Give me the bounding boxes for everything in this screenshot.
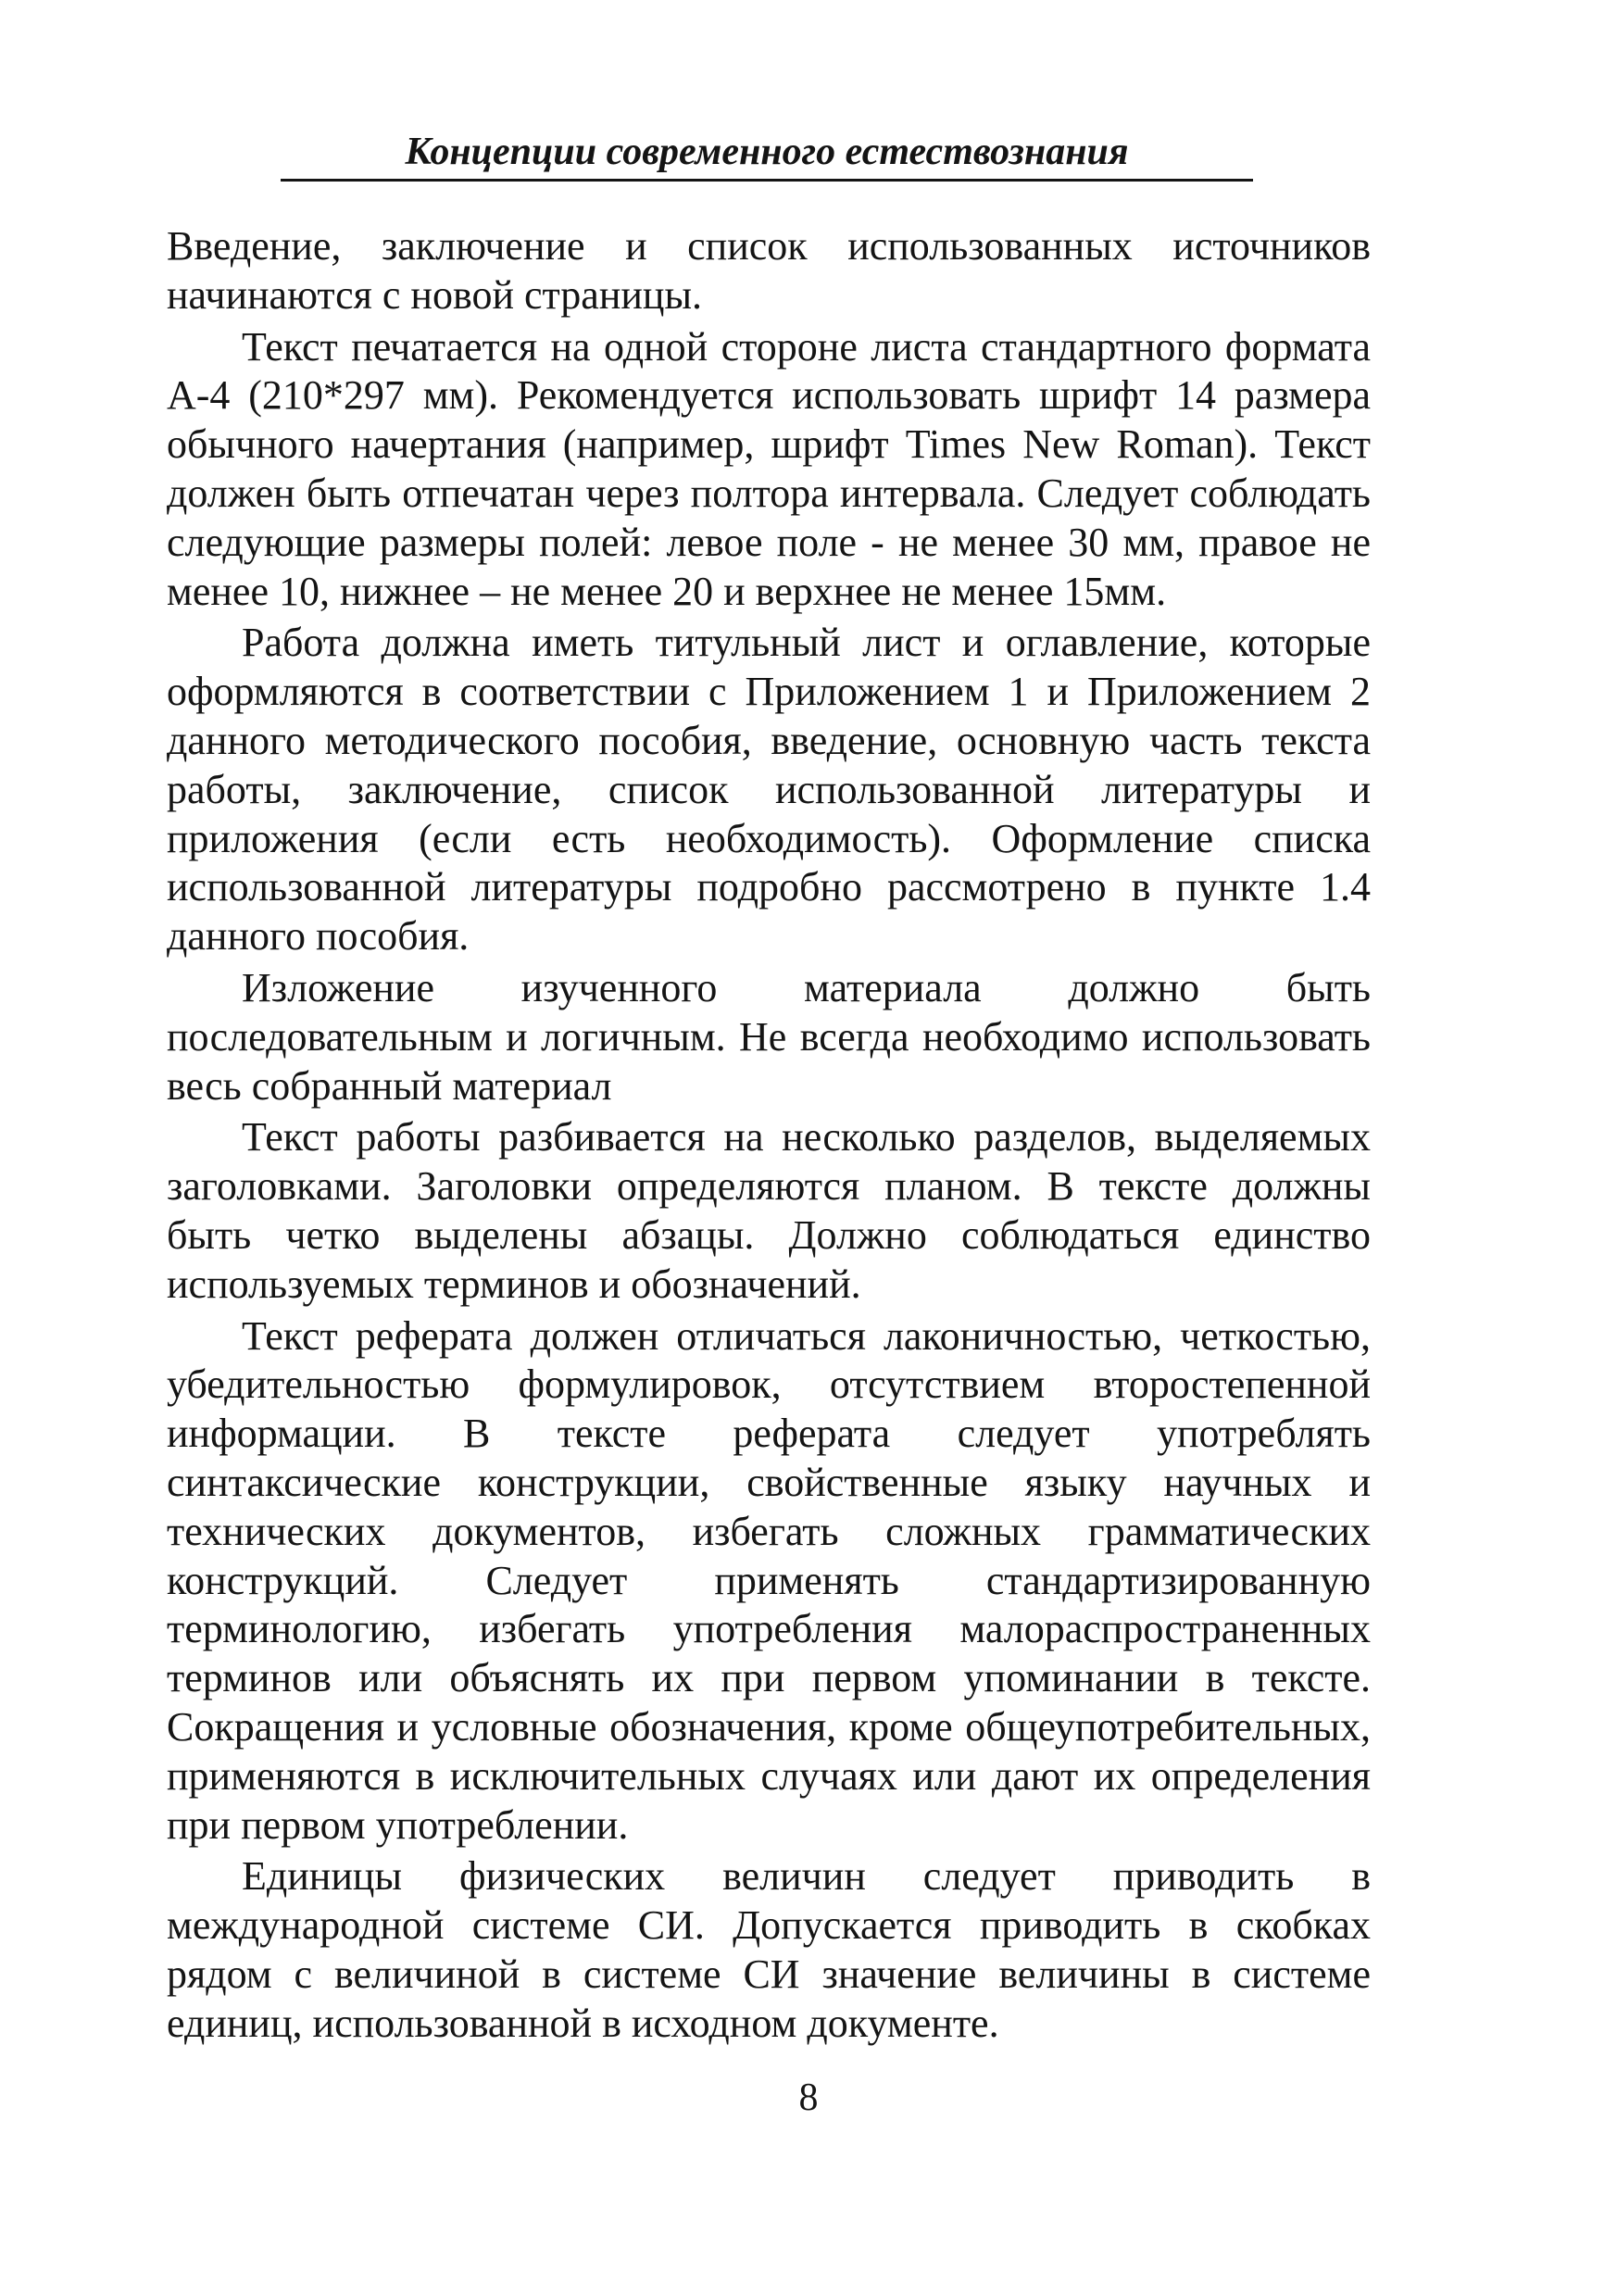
paragraph: Введение, заключение и список использованных источников начинаются с новой страницы. <box>167 223 1371 318</box>
running-header-title: Концепции современного естествознания <box>405 131 1129 173</box>
paragraph: Текст работы разбивается на несколько разделов, выделяемых заголовками. Заголовки определяются планом. В тексте должны быть четко выделены абзацы. Должно соблюдаться единство используемых терминов и обозначений. <box>167 1114 1371 1307</box>
paragraph: Текст печатается на одной стороне листа стандартного формата А-4 (210*297 мм). Рекомендуется использовать шрифт 14 размера обычного начертания (например, шрифт Times New Roman). Текст должен быть отпечатан через полтора интервала. Следует соблюдать следующие размеры полей: левое поле - не менее 30 мм, правое не менее 10, нижнее – не менее 20 и верхнее не менее 15мм. <box>167 323 1371 614</box>
paragraph: Текст реферата должен отличаться лаконичностью, четкостью, убедительностью формулировок, отсутствием второстепенной информации. В тексте реферата следует употреблять синтаксические конструкции, свойственные языку научных и технических документов, избегать сложных грамматических конструкций. Следует применять стандартизированную терминологию, избегать употребления малораспространенных терминов или объяснять их при первом упоминании в тексте. Сокращения и условные обозначения, кроме общеупотребительных, применяются в исключительных случаях или дают их определения при первом употреблении. <box>167 1312 1371 1848</box>
paragraph: Единицы физических величин следует приводить в международной системе СИ. Допускается приводить в скобках рядом с величиной в системе СИ значение величины в системе единиц, использованной в исходном документе. <box>167 1853 1371 2046</box>
paragraph: Изложение изученного материала должно быть последовательным и логичным. Не всегда необходимо использовать весь собранный материал <box>167 964 1371 1109</box>
body-text <box>167 222 1371 2051</box>
paragraph: Работа должна иметь титульный лист и оглавление, которые оформляются в соответствии с Приложением 1 и Приложением 2 данного методического пособия, введение, основную часть текста работы, заключение, список использованной литературы и приложения (если есть необходимость). Оформление списка использованной литературы подробно рассмотрено в пункте 1.4 данного пособия. <box>167 620 1371 960</box>
page-number: 8 <box>798 2076 819 2119</box>
header-underline <box>281 179 1253 182</box>
